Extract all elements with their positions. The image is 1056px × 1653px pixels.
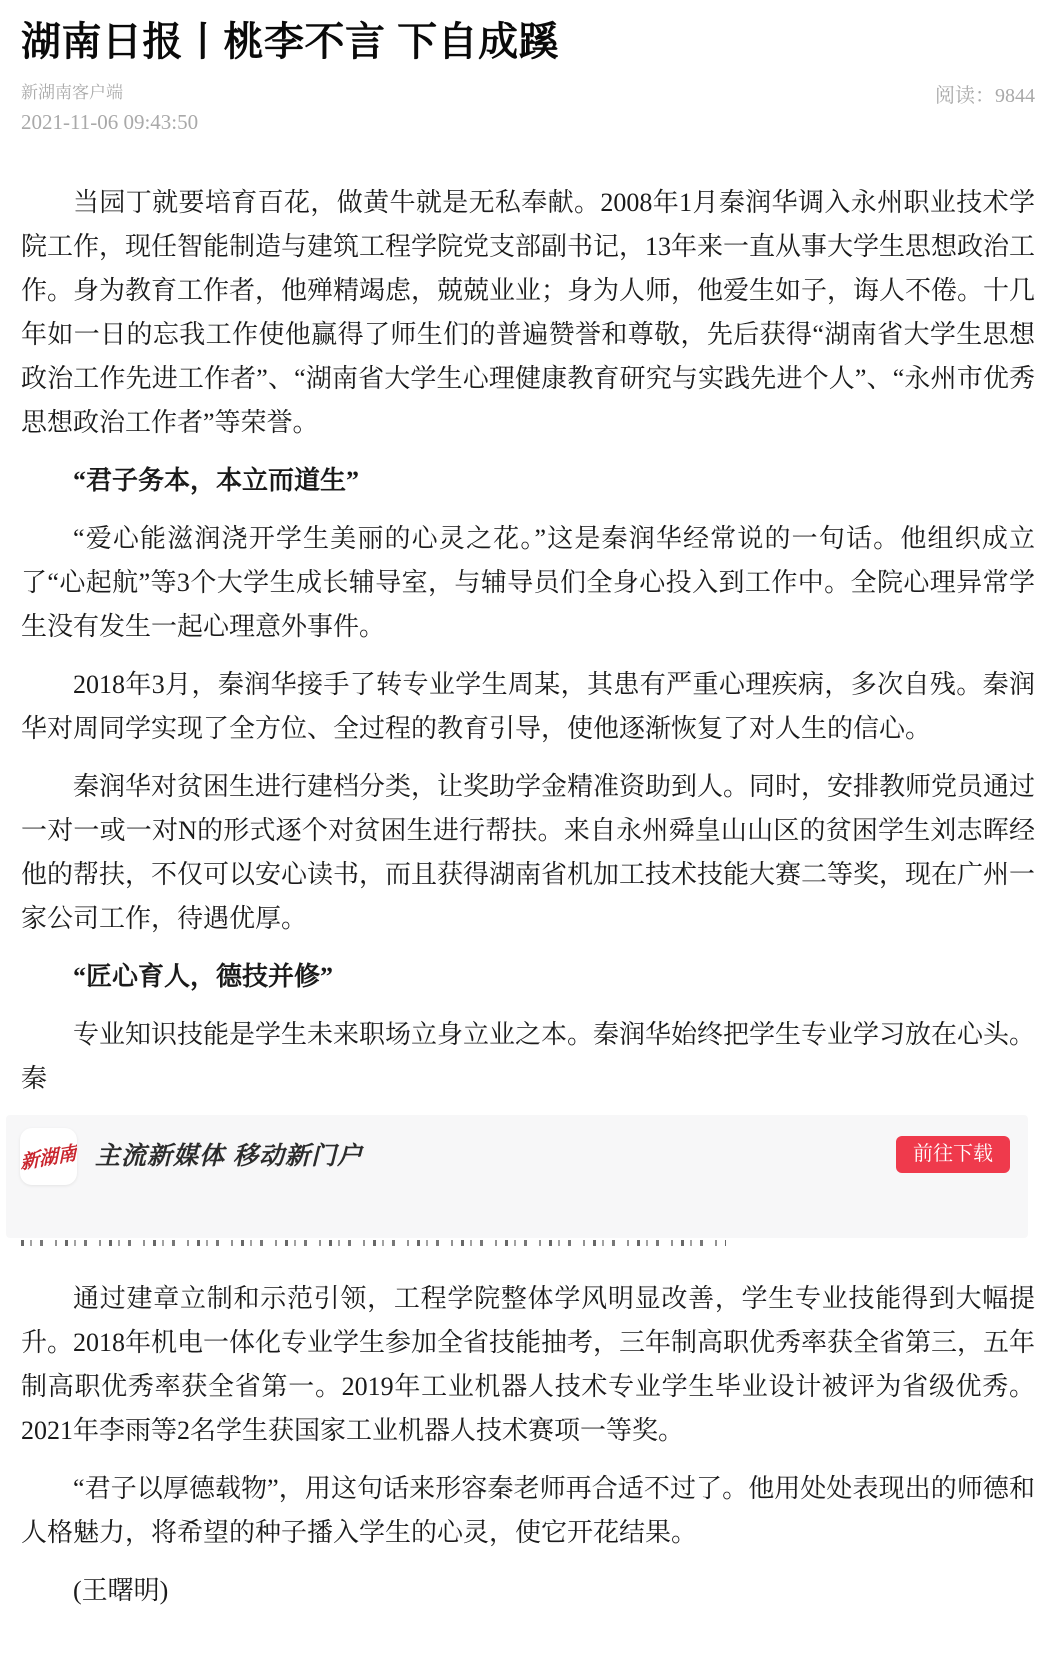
article-datetime: 2021-11-06 09:43:50 (21, 110, 199, 134)
download-button[interactable]: 前往下载 (896, 1136, 1010, 1173)
read-count: 阅读：9844 (935, 85, 1035, 107)
download-banner[interactable] (6, 1115, 1028, 1238)
article-top (21, 181, 1035, 1101)
article-meta (21, 82, 1035, 135)
article-header (21, 18, 1035, 135)
download-banner-area (21, 1115, 1035, 1263)
page-title: 湖南日报丨桃李不言 下自成蹊 (21, 20, 560, 64)
article-paragraph: “君子以厚德载物”，用这句话来形容秦老师再合适不过了。他用处处表现出的师德和人格魅力，将希望的种子播入学生的心灵，使它开花结果。 (21, 1474, 1035, 1547)
article-source: 新湖南客户端 (21, 83, 123, 102)
article-paragraph: (王曙明) (73, 1576, 169, 1605)
section-heading: “君子务本，本立而道生” (73, 466, 360, 495)
banner-slogan: 主流新媒体 移动新门户 (95, 1142, 363, 1170)
article-paragraph: 通过建章立制和示范引领，工程学院整体学风明显改善，学生专业技能得到大幅提升。2018年机电一体化专业学生参加全省技能抽考，三年制高职优秀率获全省第三，五年制高职优秀率获全省第一。2019年工业机器人技术专业学生毕业设计被评为省级优秀。2021年李雨等2名学生获国家工业机器人技术赛项一等奖。 (21, 1284, 1036, 1445)
article-body (21, 181, 1035, 1613)
article-paragraph: 2018年3月，秦润华接手了转专业学生周某，其患有严重心理疾病，多次自残。秦润华对周同学实现了全方位、全过程的教育引导，使他逐渐恢复了对人生的信心。 (21, 670, 1035, 743)
clipped-text-tips (21, 1240, 726, 1246)
article-paragraph: 当园丁就要培育百花，做黄牛就是无私奉献。2008年1月秦润华调入永州职业技术学院工作，现任智能制造与建筑工程学院党支部副书记，13年来一直从事大学生思想政治工作。身为教育工作者，他殚精竭虑，兢兢业业；身为人师，他爱生如子，诲人不倦。十几年如一日的忘我工作使他赢得了师生们的普遍赞誉和尊敬，先后获得“湖南省大学生思想政治工作先进工作者”、“湖南省大学生心理健康教育研究与实践先进个人”、“永州市优秀思想政治工作者”等荣誉。 (21, 188, 1036, 437)
xinhunan-app-logo-icon (20, 1128, 77, 1185)
article-paragraph: 专业知识技能是学生未来职场立身立业之本。秦润华始终把学生专业学习放在心头。秦 (21, 1020, 1036, 1093)
article-paragraph: 秦润华对贫困生进行建档分类，让奖助学金精准资助到人。同时，安排教师党员通过一对一或一对N的形式逐个对贫困生进行帮扶。来自永州舜皇山山区的贫困学生刘志晖经他的帮扶，不仅可以安心读书，而且获得湖南省机加工技术技能大赛二等奖，现在广州一家公司工作，待遇优厚。 (21, 772, 1036, 933)
logo-text: 新湖南 (20, 1142, 77, 1175)
section-heading: “匠心育人，德技并修” (73, 962, 334, 991)
article-paragraph: “爱心能滋润浇开学生美丽的心灵之花。”这是秦润华经常说的一句话。他组织成立了“心起航”等3个大学生成长辅导室，与辅导员们全身心投入到工作中。全院心理异常学生没有发生一起心理意外事件。 (21, 524, 1035, 641)
article-bottom (21, 1277, 1035, 1613)
